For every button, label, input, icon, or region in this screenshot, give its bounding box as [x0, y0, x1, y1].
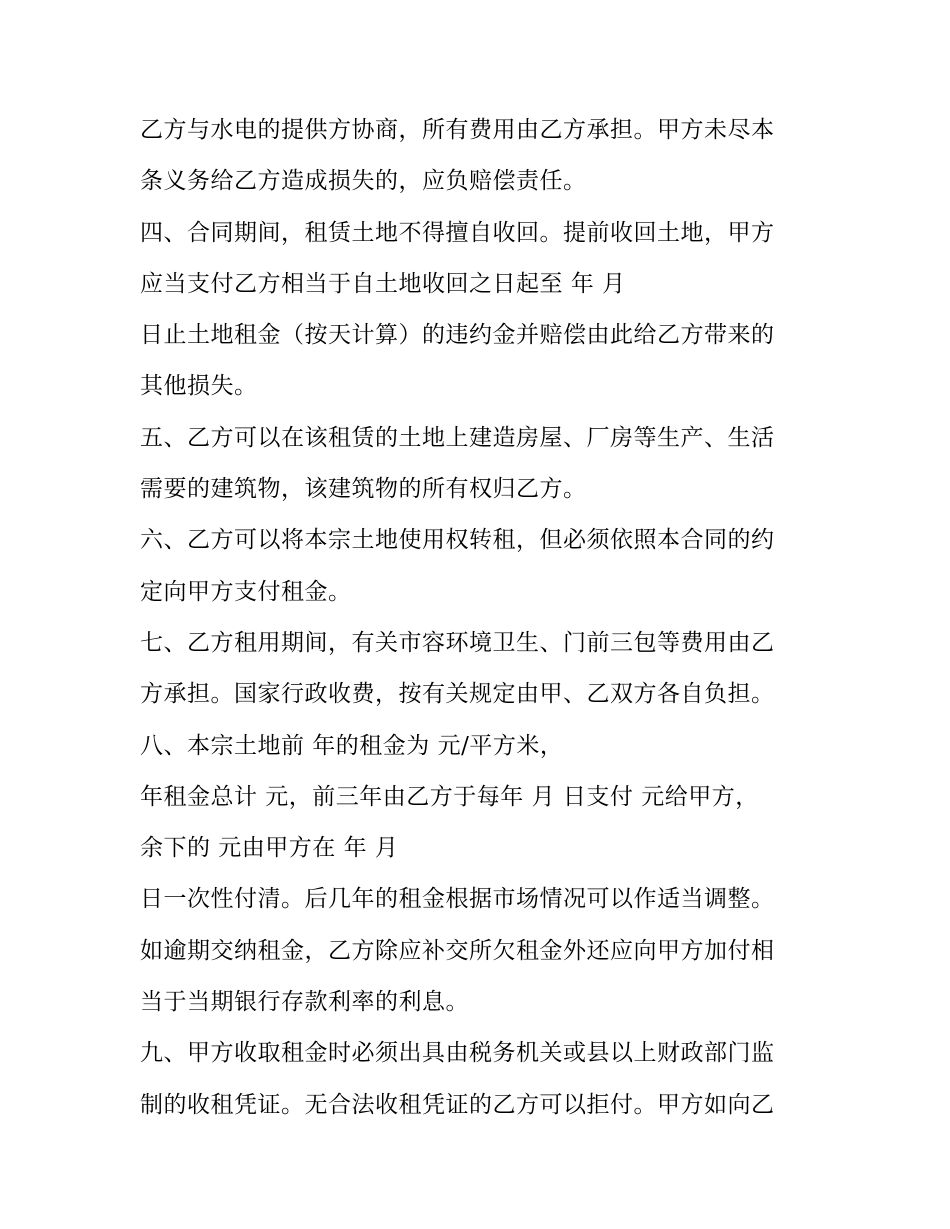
contract-text	[140, 108, 830, 1134]
text-line-13: 八、本宗土地前 年的租金为 元/平方米，	[140, 732, 564, 759]
text-line-5: 日止土地租金（按天计算）的违约金并赔偿由此给乙方带来的	[140, 322, 775, 349]
text-line-12: 方承担。国家行政收费，按有关规定由甲、乙双方各自负担。	[140, 681, 775, 708]
text-line-2: 条义务给乙方造成损失的，应负赔偿责任。	[140, 168, 587, 195]
text-line-16: 日一次性付清。后几年的租金根据市场情况可以作适当调整。	[140, 886, 775, 913]
text-line-10: 定向甲方支付租金。	[140, 578, 352, 605]
text-line-1: 乙方与水电的提供方协商，所有费用由乙方承担。甲方未尽本	[140, 117, 775, 143]
text-line-8: 需要的建筑物，该建筑物的所有权归乙方。	[140, 476, 587, 503]
text-line-19: 九、甲方收取租金时必须出具由税务机关或县以上财政部门监	[140, 1040, 775, 1067]
text-line-15: 余下的 元由甲方在 年 月	[140, 835, 399, 862]
text-line-14: 年租金总计 元，前三年由乙方于每年 月 日支付 元给甲方，	[140, 783, 759, 810]
text-line-18: 当于当期银行存款利率的利息。	[140, 989, 469, 1016]
text-line-4: 应当支付乙方相当于自土地收回之日起至 年 月	[140, 270, 626, 297]
text-line-9: 六、乙方可以将本宗土地使用权转租，但必须依照本合同的约	[140, 527, 775, 554]
text-line-17: 如逾期交纳租金，乙方除应补交所欠租金外还应向甲方加付相	[140, 937, 775, 964]
text-line-11: 七、乙方租用期间，有关市容环境卫生、门前三包等费用由乙	[140, 629, 775, 656]
text-line-3: 四、合同期间，租赁土地不得擅自收回。提前收回土地，甲方	[140, 219, 775, 246]
text-line-6: 其他损失。	[140, 373, 258, 400]
text-line-7: 五、乙方可以在该租赁的土地上建造房屋、厂房等生产、生活	[140, 424, 775, 451]
text-line-20: 制的收租凭证。无合法收租凭证的乙方可以拒付。甲方如向乙	[140, 1091, 775, 1118]
